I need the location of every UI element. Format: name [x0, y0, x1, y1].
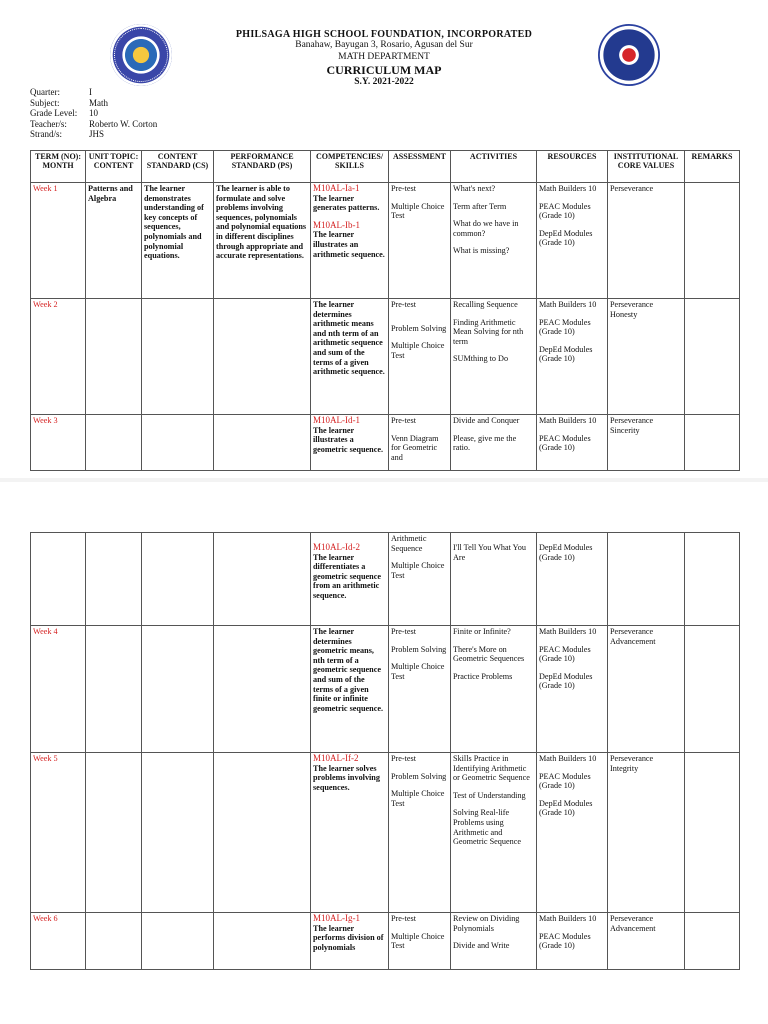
- column-header: UNIT TOPIC: CONTENT: [86, 151, 142, 183]
- content-standard-cell: [142, 299, 214, 415]
- table-row-week-5: [31, 753, 740, 913]
- unit-cell: Patterns and Algebra: [86, 183, 142, 299]
- activities-cell: I'll Tell You What You Are: [451, 533, 537, 626]
- core-values-cell: Perseverance Advancement: [608, 913, 685, 970]
- table-row-week-2: [31, 299, 740, 415]
- unit-cell: [86, 415, 142, 471]
- column-header: ASSESSMENT: [389, 151, 451, 183]
- assessment-cell: Pre-test Problem Solving Multiple Choice Test: [389, 299, 451, 415]
- activities-cell: Skills Practice in Identifying Arithmetic or Geometric Sequence Test of Understanding Solving Real-life Problems using Arithmetic and Geometric Sequence: [451, 753, 537, 913]
- competency-cell: M10AL-Ia-1 The learner generates patterns. M10AL-Ib-1 The learner illustrates an arithmetic sequence.: [311, 183, 389, 299]
- core-values-cell: Perseverance Sincerity: [608, 415, 685, 471]
- performance-standard-cell: [214, 626, 311, 753]
- resources-cell: DepEd Modules (Grade 10): [537, 533, 608, 626]
- content-standard-cell: [142, 753, 214, 913]
- info-grade-level: Grade Level: 10: [30, 108, 98, 118]
- column-header: REMARKS: [685, 151, 740, 183]
- column-header: TERM (NO): MONTH: [31, 151, 86, 183]
- column-header: COMPETENCIES/ SKILLS: [311, 151, 389, 183]
- remarks-cell: [685, 415, 740, 471]
- competency-cell: The learner determines arithmetic means and nth term of an arithmetic sequence and sum of the terms of a given arithmetic sequence.: [311, 299, 389, 415]
- remarks-cell: [685, 913, 740, 970]
- document-page-1: [0, 0, 768, 482]
- content-standard-cell: [142, 913, 214, 970]
- column-header: PERFORMANCE STANDARD (PS): [214, 151, 311, 183]
- unit-cell: [86, 753, 142, 913]
- resources-cell: Math Builders 10 PEAC Modules (Grade 10) DepEd Modules (Grade 10): [537, 183, 608, 299]
- core-values-cell: Perseverance Honesty: [608, 299, 685, 415]
- remarks-cell: [685, 626, 740, 753]
- info-strand: Strand/s: JHS: [30, 129, 105, 139]
- competency-cell: M10AL-If-2 The learner solves problems involving sequences.: [311, 753, 389, 913]
- assessment-cell: Pre-test Multiple Choice Test: [389, 183, 451, 299]
- resources-cell: Math Builders 10 PEAC Modules (Grade 10): [537, 913, 608, 970]
- page-title: CURRICULUM MAP: [326, 63, 442, 77]
- performance-standard-cell: The learner is able to formulate and solve problems involving sequences, polynomials and polynomial equations in different disciplines through appropriate and accurate representations.: [214, 183, 311, 299]
- table-header-row: [31, 151, 740, 183]
- term-cell: Week 2: [31, 299, 86, 415]
- competency-cell: M10AL-Id-2 The learner differentiates a geometric sequence from an arithmetic sequence.: [311, 533, 389, 626]
- resources-cell: Math Builders 10 PEAC Modules (Grade 10) DepEd Modules (Grade 10): [537, 753, 608, 913]
- activities-cell: Review on Dividing Polynomials Divide and Write: [451, 913, 537, 970]
- assessment-cell: Pre-test Problem Solving Multiple Choice Test: [389, 753, 451, 913]
- competency-cell: M10AL-Id-1 The learner illustrates a geometric sequence.: [311, 415, 389, 471]
- curriculum-table-page-2: [30, 532, 740, 970]
- assessment-cell: Pre-test Problem Solving Multiple Choice Test: [389, 626, 451, 753]
- info-subject: Subject: Math: [30, 97, 108, 108]
- content-standard-cell: The learner demonstrates understanding of key concepts of sequences, polynomials and polynomial equations.: [142, 183, 214, 299]
- school-name: PHILSAGA HIGH SCHOOL FOUNDATION, INCORPORATED: [235, 29, 533, 40]
- table-row-week-3-continued: [31, 533, 740, 626]
- unit-cell: [86, 913, 142, 970]
- table-row-week-6: [31, 913, 740, 970]
- performance-standard-cell: [214, 299, 311, 415]
- info-block: [30, 87, 157, 140]
- unit-cell: [86, 299, 142, 415]
- assessment-cell: Pre-test Multiple Choice Test: [389, 913, 451, 970]
- column-header: RESOURCES: [537, 151, 608, 183]
- table-row-week-4: [31, 626, 740, 753]
- term-cell: Week 1: [31, 183, 86, 299]
- remarks-cell: [685, 753, 740, 913]
- department: MATH DEPARTMENT: [338, 52, 430, 62]
- remarks-cell: [685, 183, 740, 299]
- activities-cell: Divide and Conquer Please, give me the ratio.: [451, 415, 537, 471]
- performance-standard-cell: [214, 415, 311, 471]
- core-values-cell: Perseverance Advancement: [608, 626, 685, 753]
- school-year: S.Y. 2021-2022: [354, 77, 414, 87]
- term-cell: Week 3: [31, 415, 86, 471]
- core-values-cell: Perseverance: [608, 183, 685, 299]
- assessment-cell: Arithmetic Sequence Multiple Choice Test: [389, 533, 451, 626]
- unit-cell: [86, 626, 142, 753]
- remarks-cell: [685, 299, 740, 415]
- resources-cell: Math Builders 10 PEAC Modules (Grade 10): [537, 415, 608, 471]
- info-teacher: Teacher/s: Roberto W. Corton: [30, 118, 158, 129]
- remarks-cell: [685, 533, 740, 626]
- activities-cell: Finite or Infinite? There's More on Geometric Sequences Practice Problems: [451, 626, 537, 753]
- term-cell: Week 4: [31, 626, 86, 753]
- curriculum-table-page-1: [30, 150, 740, 471]
- column-header: CONTENT STANDARD (CS): [142, 151, 214, 183]
- unit-cell: [86, 533, 142, 626]
- performance-standard-cell: [214, 533, 311, 626]
- content-standard-cell: [142, 533, 214, 626]
- school-address: Banahaw, Bayugan 3, Rosario, Agusan del Sur: [295, 40, 473, 50]
- term-cell: [31, 533, 86, 626]
- activities-cell: Recalling Sequence Finding Arithmetic Mean Solving for nth term SUMthing to Do: [451, 299, 537, 415]
- info-quarter: Quarter: I: [30, 87, 92, 97]
- content-standard-cell: [142, 415, 214, 471]
- table-row-week-3: [31, 415, 740, 471]
- core-values-cell: [608, 533, 685, 626]
- performance-standard-cell: [214, 913, 311, 970]
- term-cell: Week 5: [31, 753, 86, 913]
- document-page-2: [0, 482, 768, 1024]
- table-row-week-1: [31, 183, 740, 299]
- resources-cell: Math Builders 10 PEAC Modules (Grade 10) DepEd Modules (Grade 10): [537, 626, 608, 753]
- column-header: ACTIVITIES: [451, 151, 537, 183]
- competency-cell: M10AL-Ig-1 The learner performs division of polynomials: [311, 913, 389, 970]
- activities-cell: What's next? Term after Term What do we have in common? What is missing?: [451, 183, 537, 299]
- term-cell: Week 6: [31, 913, 86, 970]
- performance-standard-cell: [214, 753, 311, 913]
- content-standard-cell: [142, 626, 214, 753]
- core-values-cell: Perseverance Integrity: [608, 753, 685, 913]
- column-header: INSTITUTIONAL CORE VALUES: [608, 151, 685, 183]
- competency-cell: The learner determines geometric means, nth term of a geometric sequence and sum of the terms of a given finite or infinite geometric sequence.: [311, 626, 389, 753]
- assessment-cell: Pre-test Venn Diagram for Geometric and: [389, 415, 451, 471]
- resources-cell: Math Builders 10 PEAC Modules (Grade 10) DepEd Modules (Grade 10): [537, 299, 608, 415]
